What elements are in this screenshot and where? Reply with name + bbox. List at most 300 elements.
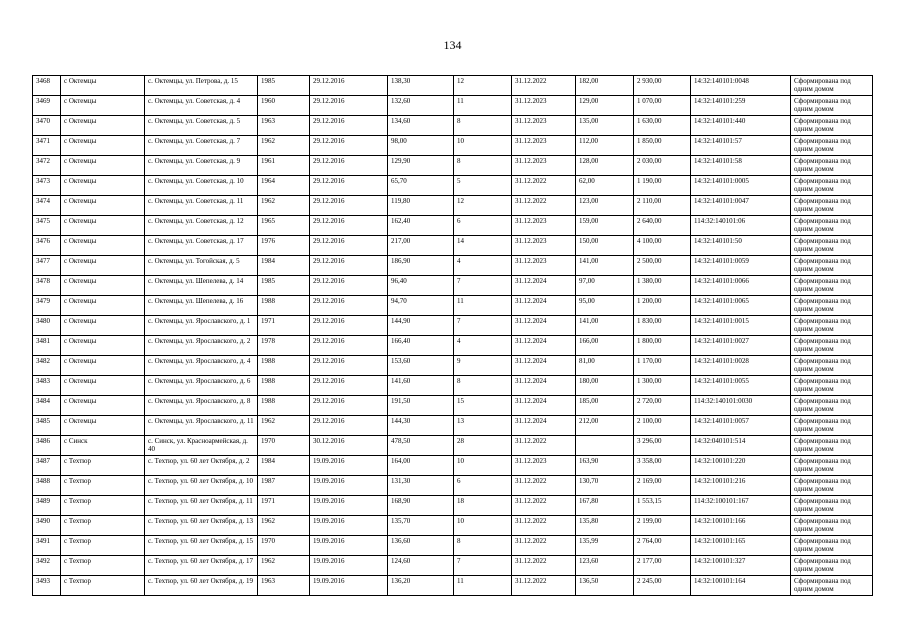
row-number-cell: 3484 — [33, 396, 61, 416]
note-cell: Сформирована под одним домом — [791, 96, 873, 116]
address-cell: с. Октемцы, ул. Советская, д. 11 — [145, 196, 258, 216]
build-year-cell: 1960 — [258, 96, 310, 116]
area-cell: 166,40 — [388, 336, 454, 356]
land-area-cell: 135,80 — [576, 516, 634, 536]
land-area-cell: 95,00 — [576, 296, 634, 316]
deadline-cell: 31.12.2024 — [512, 276, 576, 296]
land-area-cell: 150,00 — [576, 236, 634, 256]
address-cell: с. Техтюр, ул. 60 лет Октября, д. 17 — [145, 556, 258, 576]
cost-cell: 2 199,00 — [634, 516, 691, 536]
table-row — [33, 236, 873, 256]
address-cell: с. Октемцы, ул. Шепелева, д. 14 — [145, 276, 258, 296]
address-cell: с. Октемцы, ул. Ярославского, д. 6 — [145, 376, 258, 396]
build-year-cell: 1970 — [258, 436, 310, 456]
note-cell: Сформирована под одним домом — [791, 316, 873, 336]
date-cell: 30.12.2016 — [310, 436, 388, 456]
build-year-cell: 1963 — [258, 116, 310, 136]
table-row — [33, 496, 873, 516]
date-cell: 19.09.2016 — [310, 516, 388, 536]
settlement-cell: с Октемцы — [61, 116, 145, 136]
build-year-cell: 1964 — [258, 176, 310, 196]
row-number-cell: 3474 — [33, 196, 61, 216]
address-cell: с. Октемцы, ул. Советская, д. 9 — [145, 156, 258, 176]
table-row — [33, 116, 873, 136]
cost-cell: 1 830,00 — [634, 316, 691, 336]
deadline-cell: 31.12.2022 — [512, 516, 576, 536]
row-number-cell: 3473 — [33, 176, 61, 196]
cadastral-number-cell: 14:32:100101:165 — [691, 536, 791, 556]
address-cell: с. Октемцы, ул. Советская, д. 4 — [145, 96, 258, 116]
date-cell: 19.09.2016 — [310, 496, 388, 516]
count-cell: 14 — [454, 236, 512, 256]
settlement-cell: с Октемцы — [61, 236, 145, 256]
deadline-cell: 31.12.2023 — [512, 216, 576, 236]
date-cell: 19.09.2016 — [310, 536, 388, 556]
area-cell: 131,30 — [388, 476, 454, 496]
count-cell: 11 — [454, 296, 512, 316]
land-area-cell: 62,00 — [576, 176, 634, 196]
cadastral-number-cell: 14:32:140101:58 — [691, 156, 791, 176]
deadline-cell: 31.12.2023 — [512, 136, 576, 156]
build-year-cell: 1971 — [258, 496, 310, 516]
land-area-cell: 130,70 — [576, 476, 634, 496]
settlement-cell: с Октемцы — [61, 216, 145, 236]
date-cell: 29.12.2016 — [310, 296, 388, 316]
row-number-cell: 3471 — [33, 136, 61, 156]
cost-cell: 2 640,00 — [634, 216, 691, 236]
land-area-cell: 212,00 — [576, 416, 634, 436]
count-cell: 18 — [454, 496, 512, 516]
date-cell: 29.12.2016 — [310, 416, 388, 436]
land-area-cell: 167,80 — [576, 496, 634, 516]
build-year-cell: 1962 — [258, 516, 310, 536]
settlement-cell: с Октемцы — [61, 176, 145, 196]
cadastral-number-cell: 14:32:140101:0059 — [691, 256, 791, 276]
land-area-cell: 159,00 — [576, 216, 634, 236]
date-cell: 29.12.2016 — [310, 396, 388, 416]
row-number-cell: 3493 — [33, 576, 61, 596]
land-area-cell: 141,00 — [576, 316, 634, 336]
land-area-cell: 180,00 — [576, 376, 634, 396]
cost-cell: 2 177,00 — [634, 556, 691, 576]
count-cell: 6 — [454, 476, 512, 496]
build-year-cell: 1988 — [258, 296, 310, 316]
row-number-cell: 3487 — [33, 456, 61, 476]
table-row — [33, 416, 873, 436]
date-cell: 29.12.2016 — [310, 376, 388, 396]
table-row — [33, 476, 873, 496]
land-area-cell: 141,00 — [576, 256, 634, 276]
count-cell: 10 — [454, 136, 512, 156]
cost-cell: 2 764,00 — [634, 536, 691, 556]
address-cell: с. Октемцы, ул. Ярославского, д. 8 — [145, 396, 258, 416]
build-year-cell: 1985 — [258, 276, 310, 296]
row-number-cell: 3469 — [33, 96, 61, 116]
date-cell: 29.12.2016 — [310, 96, 388, 116]
table-row — [33, 536, 873, 556]
area-cell: 191,50 — [388, 396, 454, 416]
deadline-cell: 31.12.2022 — [512, 496, 576, 516]
count-cell: 8 — [454, 116, 512, 136]
cost-cell: 2 169,00 — [634, 476, 691, 496]
count-cell: 7 — [454, 276, 512, 296]
address-cell: с. Октемцы, ул. Ярославского, д. 2 — [145, 336, 258, 356]
area-cell: 144,30 — [388, 416, 454, 436]
table-row — [33, 376, 873, 396]
row-number-cell: 3476 — [33, 236, 61, 256]
land-area-cell: 166,00 — [576, 336, 634, 356]
cadastral-number-cell: 14:32:140101:0047 — [691, 196, 791, 216]
build-year-cell: 1988 — [258, 356, 310, 376]
cost-cell: 1 300,00 — [634, 376, 691, 396]
cadastral-number-cell: 14:32:140101:0065 — [691, 296, 791, 316]
table-row — [33, 396, 873, 416]
cadastral-number-cell: 14:32:100101:327 — [691, 556, 791, 576]
cadastral-number-cell: 14:32:100101:216 — [691, 476, 791, 496]
count-cell: 7 — [454, 556, 512, 576]
cost-cell: 2 930,00 — [634, 76, 691, 96]
cadastral-number-cell: 14:32:140101:0027 — [691, 336, 791, 356]
deadline-cell: 31.12.2024 — [512, 416, 576, 436]
note-cell: Сформирована под одним домом — [791, 236, 873, 256]
note-cell: Сформирована под одним домом — [791, 216, 873, 236]
table-row — [33, 556, 873, 576]
build-year-cell: 1988 — [258, 376, 310, 396]
settlement-cell: с Техтюр — [61, 536, 145, 556]
count-cell: 6 — [454, 216, 512, 236]
cadastral-number-cell: 14:32:140101:0057 — [691, 416, 791, 436]
cadastral-number-cell: 14:32:140101:57 — [691, 136, 791, 156]
table-row — [33, 276, 873, 296]
housing-registry-table — [32, 75, 873, 596]
cadastral-number-cell: 14:32:140101:0048 — [691, 76, 791, 96]
land-area-cell: 136,50 — [576, 576, 634, 596]
date-cell: 19.09.2016 — [310, 556, 388, 576]
deadline-cell: 31.12.2023 — [512, 236, 576, 256]
table-row — [33, 456, 873, 476]
settlement-cell: с Октемцы — [61, 76, 145, 96]
count-cell: 8 — [454, 156, 512, 176]
row-number-cell: 3488 — [33, 476, 61, 496]
count-cell: 8 — [454, 376, 512, 396]
cadastral-number-cell: 14:32:140101:440 — [691, 116, 791, 136]
area-cell: 217,00 — [388, 236, 454, 256]
area-cell: 96,40 — [388, 276, 454, 296]
cadastral-number-cell: 114:32:100101:167 — [691, 496, 791, 516]
settlement-cell: с Техтюр — [61, 496, 145, 516]
cadastral-number-cell: 14:32:040101:514 — [691, 436, 791, 456]
row-number-cell: 3491 — [33, 536, 61, 556]
address-cell: с. Техтюр, ул. 60 лет Октября, д. 11 — [145, 496, 258, 516]
address-cell: с. Октемцы, ул. Советская, д. 17 — [145, 236, 258, 256]
row-number-cell: 3486 — [33, 436, 61, 456]
table-row — [33, 216, 873, 236]
deadline-cell: 31.12.2022 — [512, 536, 576, 556]
cost-cell: 3 296,00 — [634, 436, 691, 456]
address-cell: с. Октемцы, ул. Советская, д. 7 — [145, 136, 258, 156]
date-cell: 29.12.2016 — [310, 76, 388, 96]
row-number-cell: 3481 — [33, 336, 61, 356]
count-cell: 13 — [454, 416, 512, 436]
table-row — [33, 316, 873, 336]
build-year-cell: 1987 — [258, 476, 310, 496]
deadline-cell: 31.12.2023 — [512, 156, 576, 176]
note-cell: Сформирована под одним домом — [791, 556, 873, 576]
table-row — [33, 96, 873, 116]
cadastral-number-cell: 14:32:140101:0055 — [691, 376, 791, 396]
area-cell: 119,80 — [388, 196, 454, 216]
note-cell: Сформирована под одним домом — [791, 76, 873, 96]
area-cell: 135,70 — [388, 516, 454, 536]
settlement-cell: с Октемцы — [61, 296, 145, 316]
date-cell: 29.12.2016 — [310, 136, 388, 156]
area-cell: 144,90 — [388, 316, 454, 336]
date-cell: 19.09.2016 — [310, 476, 388, 496]
cadastral-number-cell: 14:32:140101:0015 — [691, 316, 791, 336]
deadline-cell: 31.12.2023 — [512, 256, 576, 276]
date-cell: 19.09.2016 — [310, 576, 388, 596]
date-cell: 29.12.2016 — [310, 276, 388, 296]
note-cell: Сформирована под одним домом — [791, 396, 873, 416]
settlement-cell: с Октемцы — [61, 416, 145, 436]
cost-cell: 1 070,00 — [634, 96, 691, 116]
date-cell: 29.12.2016 — [310, 316, 388, 336]
deadline-cell: 31.12.2023 — [512, 456, 576, 476]
cadastral-number-cell: 14:32:100101:164 — [691, 576, 791, 596]
area-cell: 134,60 — [388, 116, 454, 136]
cost-cell: 2 110,00 — [634, 196, 691, 216]
build-year-cell: 1984 — [258, 456, 310, 476]
build-year-cell: 1962 — [258, 556, 310, 576]
count-cell: 9 — [454, 356, 512, 376]
area-cell: 136,60 — [388, 536, 454, 556]
settlement-cell: с Техтюр — [61, 516, 145, 536]
table-row — [33, 356, 873, 376]
deadline-cell: 31.12.2022 — [512, 436, 576, 456]
count-cell: 11 — [454, 576, 512, 596]
land-area-cell: 163,90 — [576, 456, 634, 476]
note-cell: Сформирована под одним домом — [791, 116, 873, 136]
settlement-cell: с Октемцы — [61, 316, 145, 336]
settlement-cell: с Октемцы — [61, 396, 145, 416]
row-number-cell: 3485 — [33, 416, 61, 436]
settlement-cell: с Октемцы — [61, 276, 145, 296]
note-cell: Сформирована под одним домом — [791, 156, 873, 176]
area-cell: 186,90 — [388, 256, 454, 276]
land-area-cell: 123,00 — [576, 196, 634, 216]
address-cell: с. Синск, ул. Красноармейская, д. 40 — [145, 436, 258, 456]
land-area-cell: 123,60 — [576, 556, 634, 576]
date-cell: 29.12.2016 — [310, 156, 388, 176]
land-area-cell: 185,00 — [576, 396, 634, 416]
area-cell: 98,00 — [388, 136, 454, 156]
settlement-cell: с Октемцы — [61, 376, 145, 396]
build-year-cell: 1965 — [258, 216, 310, 236]
row-number-cell: 3478 — [33, 276, 61, 296]
cadastral-number-cell: 14:32:140101:50 — [691, 236, 791, 256]
table-row — [33, 136, 873, 156]
settlement-cell: с Октемцы — [61, 156, 145, 176]
area-cell: 168,90 — [388, 496, 454, 516]
cost-cell: 1 200,00 — [634, 296, 691, 316]
count-cell: 8 — [454, 536, 512, 556]
row-number-cell: 3480 — [33, 316, 61, 336]
count-cell: 7 — [454, 316, 512, 336]
address-cell: с. Октемцы, ул. Ярославского, д. 1 — [145, 316, 258, 336]
deadline-cell: 31.12.2022 — [512, 76, 576, 96]
note-cell: Сформирована под одним домом — [791, 276, 873, 296]
cost-cell: 2 100,00 — [634, 416, 691, 436]
note-cell: Сформирована под одним домом — [791, 196, 873, 216]
date-cell: 19.09.2016 — [310, 456, 388, 476]
cost-cell: 1 553,15 — [634, 496, 691, 516]
deadline-cell: 31.12.2024 — [512, 316, 576, 336]
deadline-cell: 31.12.2024 — [512, 396, 576, 416]
cadastral-number-cell: 114:32:140101:0030 — [691, 396, 791, 416]
build-year-cell: 1971 — [258, 316, 310, 336]
settlement-cell: с Октемцы — [61, 196, 145, 216]
address-cell: с. Октемцы, ул. Советская, д. 12 — [145, 216, 258, 236]
build-year-cell: 1962 — [258, 416, 310, 436]
count-cell: 4 — [454, 256, 512, 276]
cost-cell: 1 190,00 — [634, 176, 691, 196]
row-number-cell: 3483 — [33, 376, 61, 396]
row-number-cell: 3472 — [33, 156, 61, 176]
count-cell: 4 — [454, 336, 512, 356]
deadline-cell: 31.12.2024 — [512, 296, 576, 316]
build-year-cell: 1970 — [258, 536, 310, 556]
count-cell: 5 — [454, 176, 512, 196]
land-area-cell: 112,00 — [576, 136, 634, 156]
note-cell: Сформирована под одним домом — [791, 496, 873, 516]
settlement-cell: с Техтюр — [61, 576, 145, 596]
note-cell: Сформирована под одним домом — [791, 336, 873, 356]
note-cell: Сформирована под одним домом — [791, 536, 873, 556]
note-cell: Сформирована под одним домом — [791, 576, 873, 596]
row-number-cell: 3490 — [33, 516, 61, 536]
land-area-cell: 135,99 — [576, 536, 634, 556]
count-cell: 12 — [454, 76, 512, 96]
land-area-cell: 81,00 — [576, 356, 634, 376]
deadline-cell: 31.12.2022 — [512, 576, 576, 596]
row-number-cell: 3475 — [33, 216, 61, 236]
table-row — [33, 576, 873, 596]
cost-cell: 2 500,00 — [634, 256, 691, 276]
build-year-cell: 1962 — [258, 196, 310, 216]
settlement-cell: с Синск — [61, 436, 145, 456]
note-cell: Сформирована под одним домом — [791, 416, 873, 436]
area-cell: 132,60 — [388, 96, 454, 116]
cost-cell: 2 245,00 — [634, 576, 691, 596]
settlement-cell: с Октемцы — [61, 256, 145, 276]
deadline-cell: 31.12.2024 — [512, 336, 576, 356]
area-cell: 124,60 — [388, 556, 454, 576]
build-year-cell: 1962 — [258, 136, 310, 156]
count-cell: 15 — [454, 396, 512, 416]
address-cell: с. Октемцы, ул. Советская, д. 10 — [145, 176, 258, 196]
build-year-cell: 1976 — [258, 236, 310, 256]
build-year-cell: 1961 — [258, 156, 310, 176]
table-body — [33, 76, 873, 596]
table-row — [33, 436, 873, 456]
cadastral-number-cell: 14:32:140101:0005 — [691, 176, 791, 196]
address-cell: с. Октемцы, ул. Петрова, д. 15 — [145, 76, 258, 96]
row-number-cell: 3482 — [33, 356, 61, 376]
cost-cell: 1 800,00 — [634, 336, 691, 356]
address-cell: с. Техтюр, ул. 60 лет Октября, д. 2 — [145, 456, 258, 476]
deadline-cell: 31.12.2024 — [512, 356, 576, 376]
table-row — [33, 336, 873, 356]
land-area-cell: 128,00 — [576, 156, 634, 176]
cost-cell: 4 100,00 — [634, 236, 691, 256]
note-cell: Сформирована под одним домом — [791, 456, 873, 476]
date-cell: 29.12.2016 — [310, 196, 388, 216]
table-row — [33, 156, 873, 176]
table-row — [33, 296, 873, 316]
settlement-cell: с Техтюр — [61, 556, 145, 576]
cost-cell: 2 030,00 — [634, 156, 691, 176]
build-year-cell: 1963 — [258, 576, 310, 596]
cadastral-number-cell: 14:32:140101:0028 — [691, 356, 791, 376]
settlement-cell: с Октемцы — [61, 336, 145, 356]
deadline-cell: 31.12.2022 — [512, 176, 576, 196]
address-cell: с. Октемцы, ул. Ярославского, д. 11 — [145, 416, 258, 436]
row-number-cell: 3477 — [33, 256, 61, 276]
build-year-cell: 1978 — [258, 336, 310, 356]
deadline-cell: 31.12.2022 — [512, 196, 576, 216]
count-cell: 11 — [454, 96, 512, 116]
cost-cell: 3 358,00 — [634, 456, 691, 476]
note-cell: Сформирована под одним домом — [791, 516, 873, 536]
area-cell: 153,60 — [388, 356, 454, 376]
deadline-cell: 31.12.2022 — [512, 556, 576, 576]
count-cell: 28 — [454, 436, 512, 456]
row-number-cell: 3468 — [33, 76, 61, 96]
table-row — [33, 196, 873, 216]
date-cell: 29.12.2016 — [310, 176, 388, 196]
cost-cell: 1 850,00 — [634, 136, 691, 156]
settlement-cell: с Октемцы — [61, 356, 145, 376]
row-number-cell: 3492 — [33, 556, 61, 576]
area-cell: 162,40 — [388, 216, 454, 236]
cost-cell: 1 630,00 — [634, 116, 691, 136]
table-row — [33, 76, 873, 96]
note-cell: Сформирована под одним домом — [791, 256, 873, 276]
cadastral-number-cell: 114:32:140101:06 — [691, 216, 791, 236]
note-cell: Сформирована под одним домом — [791, 436, 873, 456]
cadastral-number-cell: 14:32:100101:220 — [691, 456, 791, 476]
build-year-cell: 1985 — [258, 76, 310, 96]
build-year-cell: 1988 — [258, 396, 310, 416]
date-cell: 29.12.2016 — [310, 356, 388, 376]
deadline-cell: 31.12.2022 — [512, 476, 576, 496]
note-cell: Сформирована под одним домом — [791, 296, 873, 316]
note-cell: Сформирована под одним домом — [791, 176, 873, 196]
settlement-cell: с Техтюр — [61, 476, 145, 496]
cost-cell: 1 380,00 — [634, 276, 691, 296]
land-area-cell: 182,00 — [576, 76, 634, 96]
address-cell: с. Техтюр, ул. 60 лет Октября, д. 10 — [145, 476, 258, 496]
address-cell: с. Техтюр, ул. 60 лет Октября, д. 15 — [145, 536, 258, 556]
count-cell: 10 — [454, 516, 512, 536]
count-cell: 10 — [454, 456, 512, 476]
address-cell: с. Техтюр, ул. 60 лет Октября, д. 19 — [145, 576, 258, 596]
land-area-cell: 97,00 — [576, 276, 634, 296]
area-cell: 94,70 — [388, 296, 454, 316]
area-cell: 478,50 — [388, 436, 454, 456]
cadastral-number-cell: 14:32:140101:0066 — [691, 276, 791, 296]
deadline-cell: 31.12.2023 — [512, 116, 576, 136]
